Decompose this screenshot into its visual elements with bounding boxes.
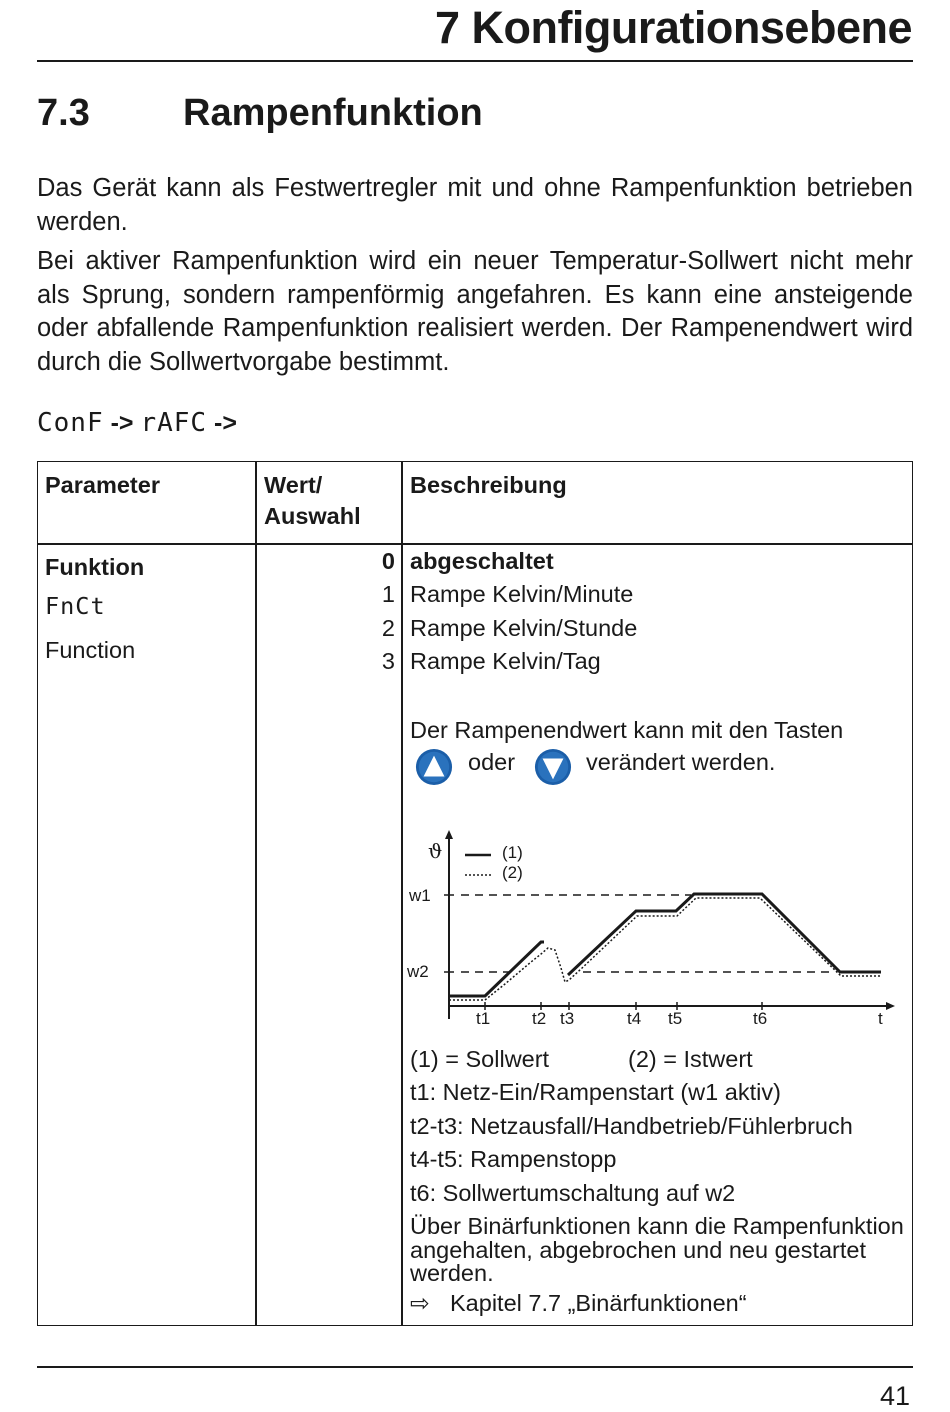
path-arrow: -> [214, 409, 237, 437]
path-arrow: -> [110, 409, 134, 437]
section-number: 7.3 [37, 92, 90, 134]
legend-label-2: (2) [502, 863, 523, 882]
down-button-icon [534, 748, 572, 786]
note-rest: verändert werden. [586, 749, 776, 775]
header-rule [37, 60, 913, 62]
menu-item-conf: ConF [37, 408, 104, 438]
ramp-paragraph: Bei aktiver Rampenfunktion wird ein neuer Temperatur-Sollwert nicht mehr als Sprung, sondern rampenförmig angefahren. Es kann eine ansteigende oder abfallende Rampenfunktion realisiert werden. Der Rampenendwert wird durch die Sollwertvorgabe bestimmt. [37, 247, 913, 376]
option-label: Rampe Kelvin/Stunde [410, 615, 638, 641]
header-description: Beschreibung [410, 472, 567, 498]
level-label-w2: w2 [407, 962, 429, 981]
x-axis-arrowhead [886, 1002, 895, 1010]
menu-path [37, 408, 237, 438]
time-label-t2: t2 [532, 1009, 547, 1028]
reference-text: Kapitel 7.7 „Binärfunktionen“ [450, 1290, 747, 1316]
sollwert-curve [449, 942, 544, 996]
time-label-t6: t6 [753, 1009, 768, 1028]
option-value: 3 [381, 648, 395, 674]
level-label-w1: w1 [409, 886, 431, 905]
parameter-name: Funktion [45, 554, 145, 580]
header-divider [38, 543, 912, 545]
column-divider [401, 462, 403, 1325]
parameter-english: Function [45, 637, 136, 663]
legend-sollwert: (1) = Sollwert [410, 1046, 550, 1072]
header-parameter: Parameter [45, 472, 160, 498]
column-divider [255, 462, 257, 1325]
option-label: abgeschaltet [410, 548, 554, 574]
footer-rule [37, 1366, 913, 1368]
y-axis-arrowhead [445, 830, 453, 839]
legend-t1: t1: Netz-Ein/Rampenstart (w1 aktiv) [410, 1079, 781, 1105]
option-value: 2 [381, 615, 395, 641]
option-label: Rampe Kelvin/Minute [410, 581, 634, 607]
parameter-table [37, 461, 913, 1326]
option-label: Rampe Kelvin/Tag [410, 648, 601, 674]
ramp-diagram [405, 824, 905, 1034]
time-label-t3: t3 [560, 1009, 575, 1028]
y-axis-symbol: ϑ [428, 839, 443, 863]
parameter-code: FnCt [45, 592, 106, 620]
time-label-t1: t1 [476, 1009, 491, 1028]
chapter-title: 7 Konfigurationsebene [434, 2, 912, 53]
chapter-reference [410, 1289, 747, 1317]
option-value: 0 [381, 548, 395, 574]
menu-item-rafc: rAFC [140, 408, 208, 438]
legend-t2-t3: t2-t3: Netzausfall/Handbetrieb/Fühlerbruch [410, 1113, 853, 1139]
legend-istwert: (2) = Istwert [628, 1046, 753, 1072]
legend-t6: t6: Sollwertumschaltung auf w2 [410, 1180, 736, 1206]
sollwert-curve [568, 894, 881, 975]
x-axis-symbol: t [878, 1009, 883, 1028]
up-button-icon [415, 748, 453, 786]
binary-function-note: Über Binärfunktionen kann die Rampenfunktion angehalten, abgebrochen und neu gestartet werden. [410, 1213, 904, 1286]
note-line: Der Rampenendwert kann mit den Tasten [410, 717, 844, 743]
header-value: Wert/ Auswahl [264, 472, 361, 529]
option-value: 1 [381, 581, 395, 607]
time-label-t5: t5 [668, 1009, 683, 1028]
reference-arrow-icon: ⇨ [410, 1290, 430, 1316]
time-label-t4: t4 [627, 1009, 642, 1028]
legend-label-1: (1) [502, 843, 523, 862]
intro-paragraph: Das Gerät kann als Festwertregler mit und ohne Rampenfunktion betrieben werden. [37, 174, 913, 236]
note-or: oder [468, 749, 516, 775]
legend-t4-t5: t4-t5: Rampenstopp [410, 1146, 617, 1172]
page-number: 41 [879, 1381, 910, 1411]
section-title: Rampenfunktion [183, 92, 483, 134]
